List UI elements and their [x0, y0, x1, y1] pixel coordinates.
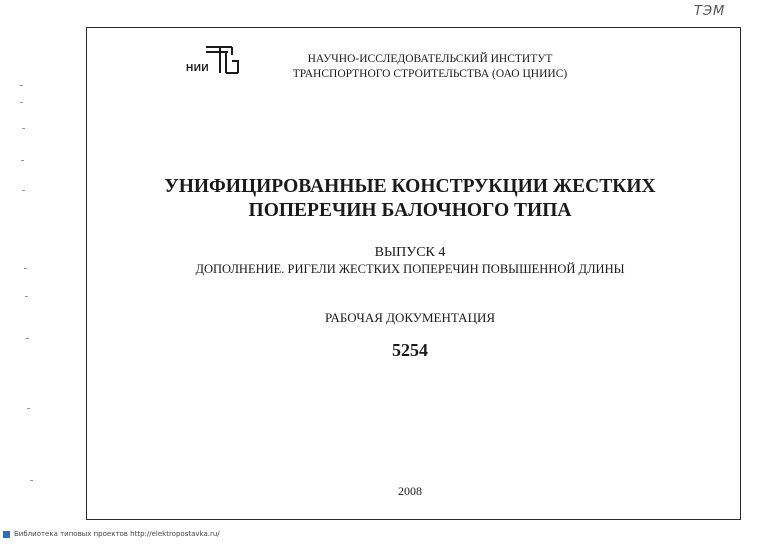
title-line-1: УНИФИЦИРОВАННЫЕ КОНСТРУКЦИИ ЖЕСТКИХ: [164, 176, 656, 197]
institute-name: [270, 52, 590, 82]
scan-speck: [21, 160, 24, 161]
main-title: [110, 175, 710, 223]
scan-speck: [20, 85, 23, 86]
scan-speck: [30, 480, 33, 481]
logo-text: НИИ: [186, 63, 210, 74]
addition-label: ДОПОЛНЕНИЕ. РИГЕЛИ ЖЕСТКИХ ПОПЕРЕЧИН ПОВЫШЕННОЙ ДЛИНЫ: [195, 262, 625, 276]
footer-link[interactable]: Библиотека типовых проектов http://elektropostavka.ru/: [14, 530, 220, 538]
scan-speck: [22, 190, 25, 191]
institute-logo: [186, 43, 242, 77]
scan-speck: [25, 296, 28, 297]
year-label: 2008: [398, 484, 422, 498]
issue-label: ВЫПУСК 4: [374, 245, 446, 260]
scan-speck: [26, 338, 29, 339]
scan-speck: [24, 268, 27, 269]
doc-type-label: РАБОЧАЯ ДОКУМЕНТАЦИЯ: [324, 310, 496, 325]
title-line-2: ПОПЕРЕЧИН БАЛОЧНОГО ТИПА: [248, 200, 572, 221]
library-icon: [3, 531, 10, 538]
institute-line-2: ТРАНСПОРТНОГО СТРОИТЕЛЬСТВА (ОАО ЦНИИС): [292, 68, 568, 80]
institute-line-1: НАУЧНО-ИССЛЕДОВАТЕЛЬСКИЙ ИНСТИТУТ: [307, 53, 553, 65]
doc-number: 5254: [392, 340, 428, 360]
handwritten-mark: ТЭМ: [694, 4, 726, 19]
scan-speck: [22, 128, 25, 129]
footer: [3, 530, 220, 538]
scan-speck: [20, 102, 23, 103]
scan-speck: [27, 408, 30, 409]
